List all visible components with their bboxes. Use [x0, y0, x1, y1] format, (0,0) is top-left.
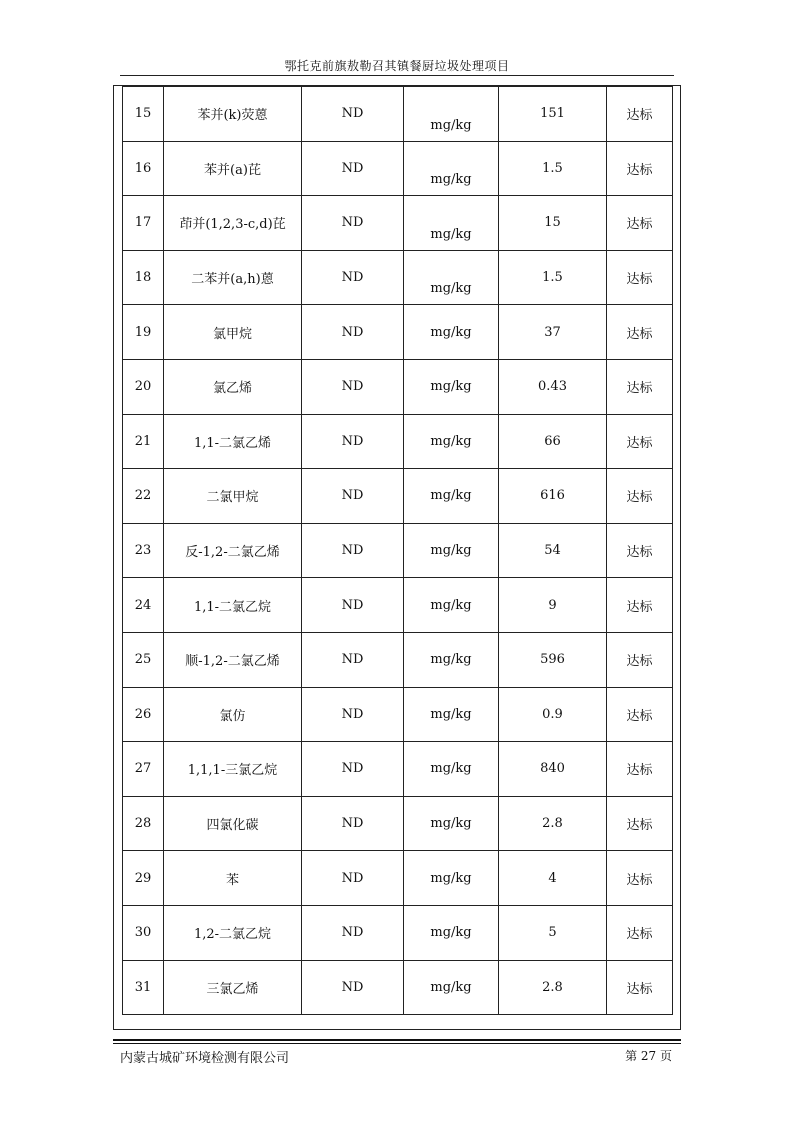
item-name-cell: 二氯甲烷: [164, 469, 302, 524]
result-cell: ND: [302, 523, 404, 578]
row-number-cell: 26: [123, 687, 164, 742]
item-name-cell: 1,1,1-三氯乙烷: [164, 742, 302, 797]
result-cell: ND: [302, 742, 404, 797]
item-name-cell: 二苯并(a,h)蒽: [164, 250, 302, 305]
judgement-cell: 达标: [607, 796, 673, 851]
unit-cell: mg/kg: [404, 960, 499, 1015]
judgement-cell: 达标: [607, 141, 673, 196]
table-row: [123, 960, 673, 1015]
judgement-cell: 达标: [607, 250, 673, 305]
footer-divider-thin: [113, 1043, 681, 1044]
result-cell: ND: [302, 250, 404, 305]
item-name-cell: 顺-1,2-二氯乙烯: [164, 632, 302, 687]
judgement-cell: 达标: [607, 578, 673, 633]
unit-cell: mg/kg: [404, 196, 499, 251]
unit-cell: mg/kg: [404, 796, 499, 851]
unit-cell: mg/kg: [404, 578, 499, 633]
unit-cell: mg/kg: [404, 250, 499, 305]
judgement-cell: 达标: [607, 960, 673, 1015]
table-row: [123, 196, 673, 251]
row-number-cell: 15: [123, 87, 164, 142]
judgement-cell: 达标: [607, 305, 673, 360]
limit-value-cell: 15: [499, 196, 607, 251]
result-cell: ND: [302, 469, 404, 524]
unit-cell: mg/kg: [404, 523, 499, 578]
limit-value-cell: 2.8: [499, 960, 607, 1015]
unit-cell: mg/kg: [404, 141, 499, 196]
table-row: [123, 632, 673, 687]
table-row: [123, 305, 673, 360]
item-name-cell: 氯甲烷: [164, 305, 302, 360]
result-cell: ND: [302, 632, 404, 687]
limit-value-cell: 0.9: [499, 687, 607, 742]
item-name-cell: 1,1-二氯乙烯: [164, 414, 302, 469]
limit-value-cell: 151: [499, 87, 607, 142]
results-table-body: [123, 87, 673, 1015]
row-number-cell: 21: [123, 414, 164, 469]
unit-cell: mg/kg: [404, 632, 499, 687]
footer-divider-thick: [113, 1039, 681, 1041]
item-name-cell: 三氯乙烯: [164, 960, 302, 1015]
table-row: [123, 905, 673, 960]
item-name-cell: 苯并(k)荧蒽: [164, 87, 302, 142]
judgement-cell: 达标: [607, 196, 673, 251]
unit-cell: mg/kg: [404, 305, 499, 360]
limit-value-cell: 54: [499, 523, 607, 578]
item-name-cell: 茚并(1,2,3-c,d)芘: [164, 196, 302, 251]
table-row: [123, 742, 673, 797]
table-row: [123, 141, 673, 196]
judgement-cell: 达标: [607, 469, 673, 524]
row-number-cell: 16: [123, 141, 164, 196]
judgement-cell: 达标: [607, 742, 673, 797]
row-number-cell: 28: [123, 796, 164, 851]
item-name-cell: 1,2-二氯乙烷: [164, 905, 302, 960]
item-name-cell: 苯并(a)芘: [164, 141, 302, 196]
row-number-cell: 29: [123, 851, 164, 906]
table-row: [123, 851, 673, 906]
row-number-cell: 24: [123, 578, 164, 633]
result-cell: ND: [302, 359, 404, 414]
table-row: [123, 414, 673, 469]
row-number-cell: 17: [123, 196, 164, 251]
result-cell: ND: [302, 960, 404, 1015]
item-name-cell: 氯乙烯: [164, 359, 302, 414]
judgement-cell: 达标: [607, 687, 673, 742]
page-header-title: 鄂托克前旗敖勒召其镇餐厨垃圾处理项目: [284, 59, 510, 73]
table-row: [123, 87, 673, 142]
row-number-cell: 23: [123, 523, 164, 578]
table-row: [123, 469, 673, 524]
row-number-cell: 30: [123, 905, 164, 960]
result-cell: ND: [302, 851, 404, 906]
item-name-cell: 1,1-二氯乙烷: [164, 578, 302, 633]
limit-value-cell: 37: [499, 305, 607, 360]
footer-company: 内蒙古城矿环境检测有限公司: [120, 1051, 290, 1066]
limit-value-cell: 2.8: [499, 796, 607, 851]
row-number-cell: 31: [123, 960, 164, 1015]
unit-cell: mg/kg: [404, 414, 499, 469]
result-cell: ND: [302, 141, 404, 196]
unit-cell: mg/kg: [404, 87, 499, 142]
limit-value-cell: 1.5: [499, 250, 607, 305]
limit-value-cell: 616: [499, 469, 607, 524]
result-cell: ND: [302, 687, 404, 742]
table-row: [123, 250, 673, 305]
result-cell: ND: [302, 578, 404, 633]
result-cell: ND: [302, 905, 404, 960]
item-name-cell: 氯仿: [164, 687, 302, 742]
limit-value-cell: 4: [499, 851, 607, 906]
limit-value-cell: 5: [499, 905, 607, 960]
footer-page-number: 第 27 页: [625, 1049, 672, 1063]
judgement-cell: 达标: [607, 87, 673, 142]
result-cell: ND: [302, 796, 404, 851]
item-name-cell: 反-1,2-二氯乙烯: [164, 523, 302, 578]
results-table: [122, 86, 673, 1015]
item-name-cell: 苯: [164, 851, 302, 906]
limit-value-cell: 840: [499, 742, 607, 797]
table-row: [123, 359, 673, 414]
limit-value-cell: 596: [499, 632, 607, 687]
unit-cell: mg/kg: [404, 469, 499, 524]
result-cell: ND: [302, 305, 404, 360]
judgement-cell: 达标: [607, 851, 673, 906]
row-number-cell: 20: [123, 359, 164, 414]
result-cell: ND: [302, 414, 404, 469]
judgement-cell: 达标: [607, 523, 673, 578]
item-name-cell: 四氯化碳: [164, 796, 302, 851]
result-cell: ND: [302, 196, 404, 251]
row-number-cell: 27: [123, 742, 164, 797]
judgement-cell: 达标: [607, 632, 673, 687]
limit-value-cell: 0.43: [499, 359, 607, 414]
judgement-cell: 达标: [607, 359, 673, 414]
judgement-cell: 达标: [607, 414, 673, 469]
table-row: [123, 687, 673, 742]
unit-cell: mg/kg: [404, 851, 499, 906]
table-row: [123, 523, 673, 578]
row-number-cell: 25: [123, 632, 164, 687]
limit-value-cell: 66: [499, 414, 607, 469]
limit-value-cell: 9: [499, 578, 607, 633]
result-cell: ND: [302, 87, 404, 142]
header-divider: [120, 75, 674, 76]
table-row: [123, 796, 673, 851]
unit-cell: mg/kg: [404, 687, 499, 742]
row-number-cell: 22: [123, 469, 164, 524]
judgement-cell: 达标: [607, 905, 673, 960]
row-number-cell: 18: [123, 250, 164, 305]
unit-cell: mg/kg: [404, 742, 499, 797]
row-number-cell: 19: [123, 305, 164, 360]
unit-cell: mg/kg: [404, 905, 499, 960]
unit-cell: mg/kg: [404, 359, 499, 414]
limit-value-cell: 1.5: [499, 141, 607, 196]
table-row: [123, 578, 673, 633]
